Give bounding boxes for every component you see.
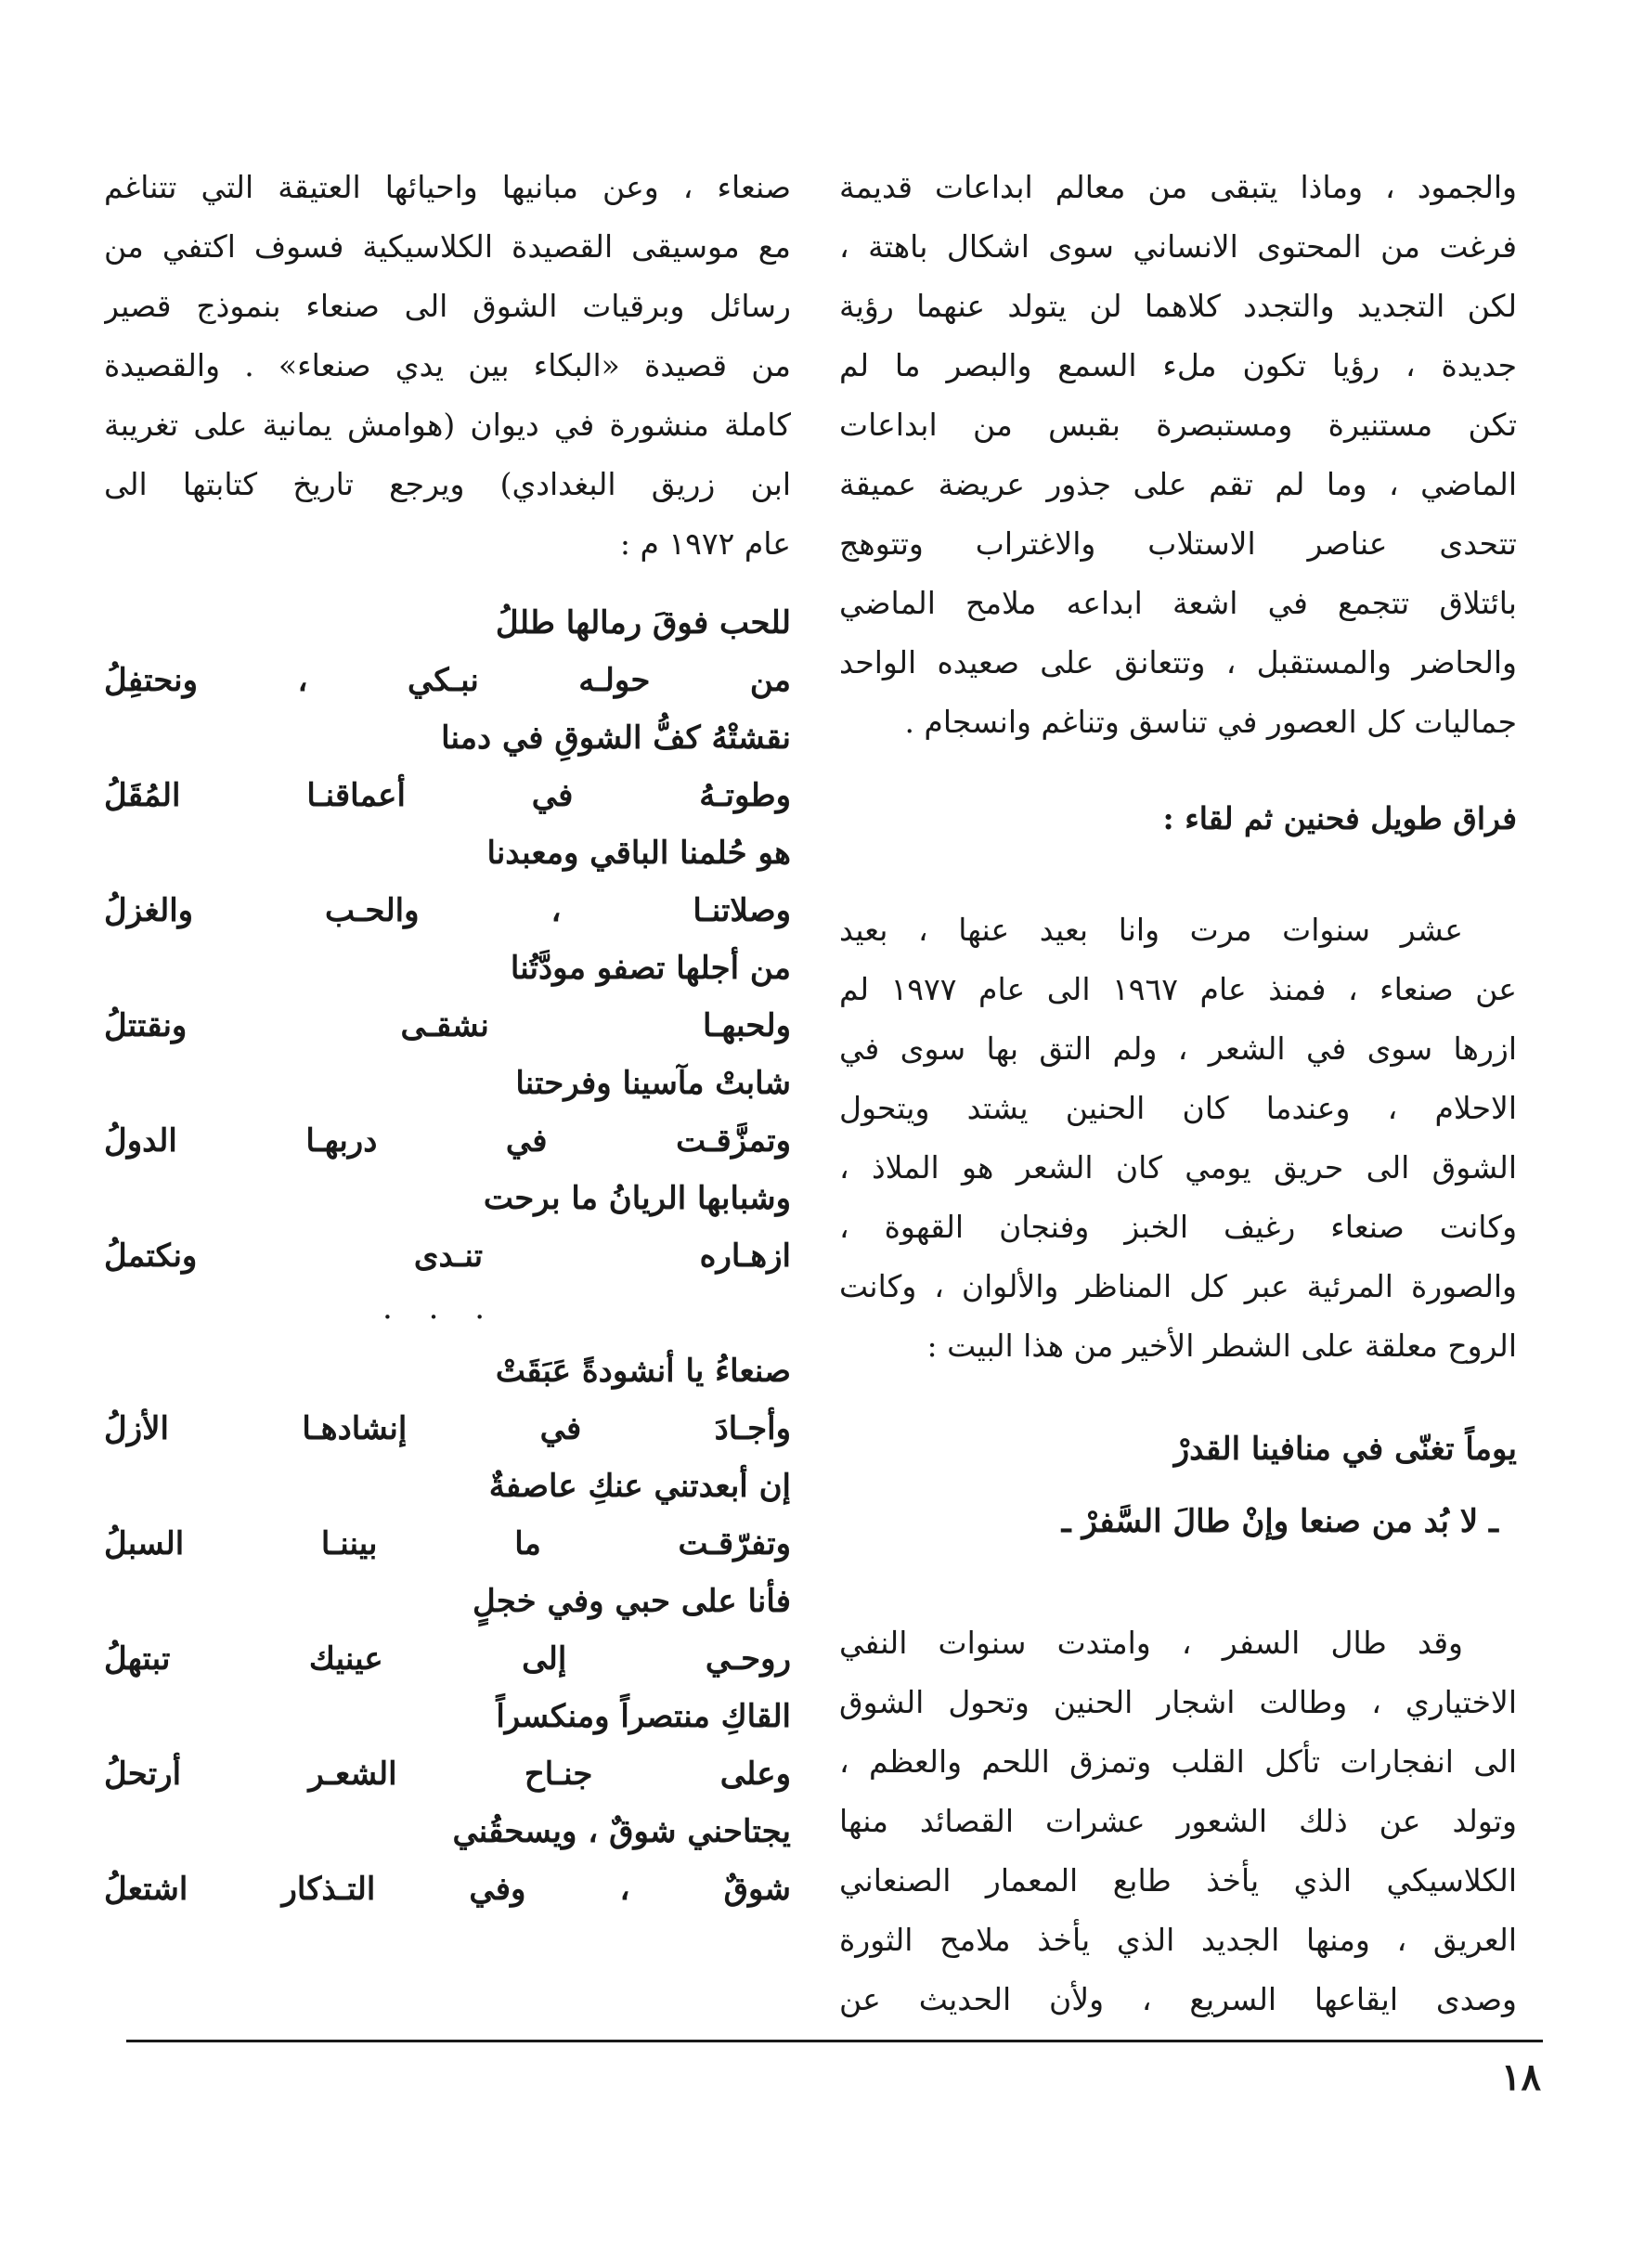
text-line: والصورة المرئية عبر كل المناظر والألوان ، وكانت [839, 1268, 1517, 1304]
text-line: الاختياري ، وطالت اشجار الحنين وتحول الشوق [839, 1684, 1517, 1720]
text-line: الشوق الى حريق يومي كان الشعر هو الملاذ ، [839, 1149, 1517, 1186]
text-line: تكن مستنيرة ومستبصرة بقبس من ابداعات [839, 407, 1517, 443]
text-line: صنعاء ، وعن مبانيها واحيائها العتيقة التي تتناغم [104, 169, 791, 205]
verse-line: شوقٌ ، وفي التـذكار اشتعلُ [104, 1871, 791, 1908]
left-column [104, 158, 791, 1918]
text-line: عام ١٩٧٢ م : [619, 525, 791, 562]
text-line: الى انفجارات تأكل القلب وتمزق اللحم والعظم ، [839, 1743, 1517, 1780]
text-line: والحاضر والمستقبل ، وتتعانق على صعيده الواحد [839, 644, 1517, 680]
text-line: وتولد عن ذلك الشعور عشرات القصائد منها [839, 1803, 1517, 1839]
verse-line: يوماً تغنّى في منافينا القدرْ [1173, 1431, 1517, 1468]
verse-line: هو حُلمنا الباقي ومعبدنا [486, 835, 791, 872]
verse-line: من حولـه نبـكي ، ونحتفِلُ [104, 662, 791, 699]
verse-line: ولحبهـا نشقـى ونقتتلُ [104, 1007, 791, 1044]
right-column [839, 158, 1517, 2029]
verse-line: وتفرّقـت ما بيننـا السبلُ [104, 1525, 791, 1562]
verse-line: نقشتْهُ كفُّ الشوقِ في دمنا [441, 719, 791, 757]
verse-line: وتمزَّقـت في دربهـا الدولُ [104, 1122, 791, 1160]
text-line: كاملة منشورة في ديوان (هوامش يمانية على تغريبة [104, 407, 791, 443]
paragraph-separation [839, 901, 1517, 1376]
text-line: وصدى ايقاعها السريع ، ولأن الحديث عن [839, 1981, 1517, 2017]
section-heading: فراق طويل فحنين ثم لقاء : [1162, 800, 1517, 836]
verse-line: ازهـاره تنـدى ونكتملُ [104, 1238, 791, 1275]
poem-block-1 [104, 594, 791, 1285]
text-line: العريق ، ومنها الجديد الذي يأخذ ملامح الثورة [839, 1922, 1517, 1958]
text-line: ابن زريق البغدادي) ويرجع تاريخ كتابتها الى [104, 466, 791, 502]
verse-line: ـ لا بُد من صنعا وإنْ طالَ السَّفرْ ـ [1061, 1503, 1498, 1540]
footer-rule [126, 2040, 1543, 2042]
text-line: الماضي ، وما لم تقم على جذور عريضة عميقة [839, 466, 1517, 502]
verse-line: صنعاءُ يا أنشودةً عَبَقَتْ [495, 1353, 791, 1390]
verse-line: إن أبعدتني عنكِ عاصفةٌ [488, 1468, 791, 1505]
paragraph-poem-intro [104, 158, 791, 574]
text-line: والجمود ، وماذا يتبقى من معالم ابداعات قديمة [839, 169, 1517, 205]
verse-line: وأجـادَ في إنشادهـا الأزلُ [104, 1410, 791, 1447]
text-line: مع موسيقى القصيدة الكلاسيكية فسوف اكتفي من [104, 228, 791, 265]
verse-line: للحب فوقَ رمالها طللُ [495, 604, 791, 642]
ellipsis-separator: . . . [382, 1290, 499, 1327]
text-line: رسائل وبرقيات الشوق الى صنعاء بنموذج قصير [104, 288, 791, 324]
text-line: وكانت صنعاء رغيف الخبز وفنجان القهوة ، [839, 1209, 1517, 1245]
text-line: جماليات كل العصور في تناسق وتناغم وانسجام . [904, 704, 1517, 740]
verse-line: يجتاحني شوقٌ ، ويسحقُني [452, 1813, 791, 1850]
paragraph-intro [839, 158, 1517, 752]
text-line: وقد طال السفر ، وامتدت سنوات النفي [839, 1625, 1463, 1661]
text-line: الاحلام ، وعندما كان الحنين يشتد ويتحول [839, 1090, 1517, 1126]
text-line: تتحدى عناصر الاستلاب والاغتراب وتتوهج [839, 525, 1517, 562]
verse-line: من أجلها تصفو مودَّتُنا [510, 950, 791, 987]
verse-line: روحـي إلى عينيك تبتهلُ [104, 1640, 791, 1678]
verse-line: شابتْ مآسينا وفرحتنا [515, 1065, 791, 1102]
page-number: ١٨ [1501, 2055, 1541, 2099]
text-line: ازرها سوى في الشعر ، ولم التق بها سوى في [839, 1030, 1517, 1067]
verse-line: وشبابها الريانُ ما برحت [483, 1180, 791, 1217]
verse-line: وعلى جنـاح الشعـر أرتحلُ [104, 1756, 791, 1793]
poem-block-2 [104, 1342, 791, 1918]
text-line: فرغت من المحتوى الانساني سوى اشكال باهتة ، [839, 228, 1517, 265]
text-line: جديدة ، رؤيا تكون ملء السمع والبصر ما لم [839, 347, 1517, 383]
text-line: من قصيدة «البكاء بين يدي صنعاء» . والقصيدة [104, 347, 791, 383]
text-line: بائتلاق تتجمع في اشعة ابداعه ملامح الماضي [839, 585, 1517, 621]
quoted-verse [839, 1413, 1517, 1558]
verse-line: وصلاتنـا ، والحـب والغزلُ [104, 892, 791, 929]
text-line: الكلاسيكي الذي يأخذ طابع المعمار الصنعاني [839, 1862, 1517, 1899]
verse-line: وطوتـهُ في أعماقنـا المُقَلُ [104, 777, 791, 814]
text-line: عن صنعاء ، فمنذ عام ١٩٦٧ الى عام ١٩٧٧ لم [839, 971, 1517, 1007]
text-line: عشر سنوات مرت وانا بعيد عنها ، بعيد [839, 912, 1463, 948]
text-line: لكن التجديد والتجدد كلاهما لن يتولد عنهما رؤية [839, 288, 1517, 324]
verse-line: فأنا على حبي وفي خجلٍ [472, 1583, 791, 1620]
verse-line: القاكِ منتصراً ومنكسراً [496, 1698, 791, 1735]
paragraph-exile [839, 1614, 1517, 2029]
text-line: الروح معلقة على الشطر الأخير من هذا البيت : [926, 1328, 1517, 1364]
